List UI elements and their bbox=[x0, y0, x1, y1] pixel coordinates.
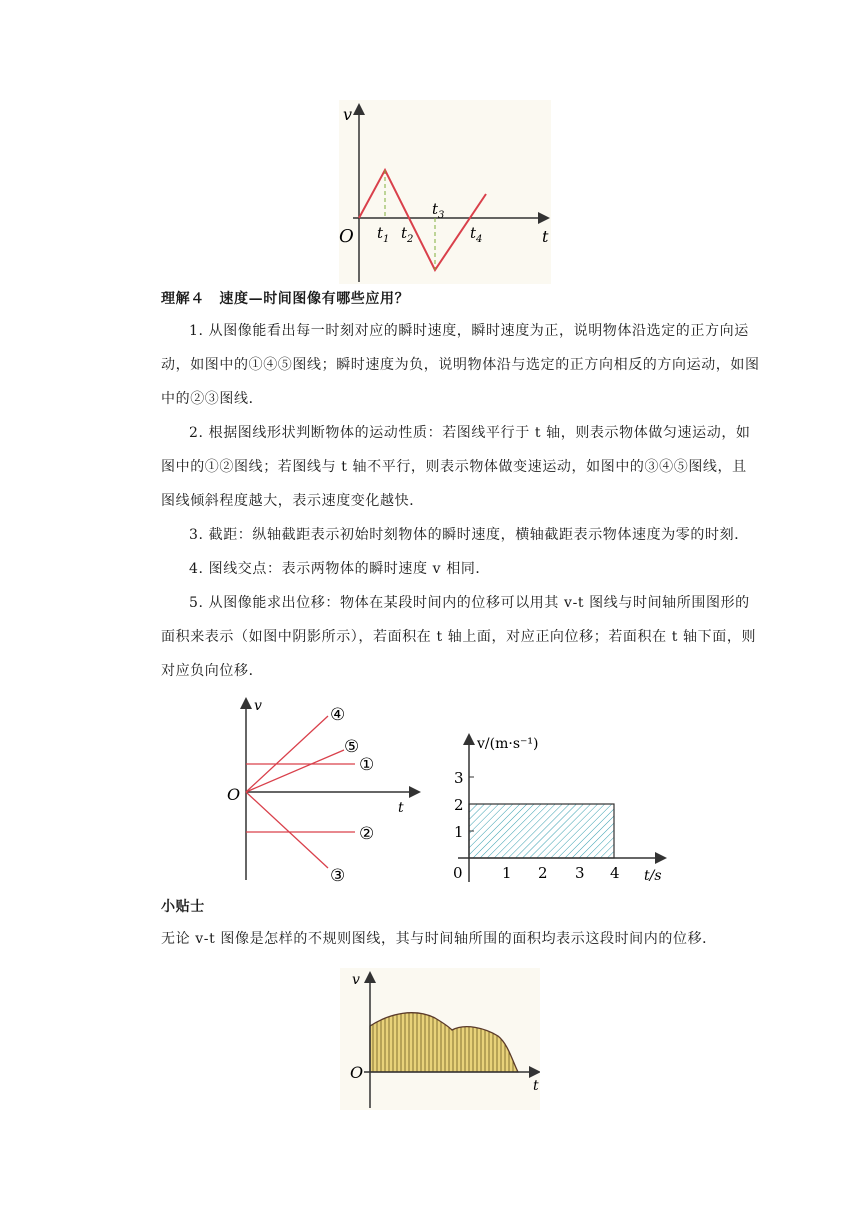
t1-label: $t_1$ bbox=[377, 224, 390, 245]
v-label: v bbox=[254, 698, 262, 714]
label-5: ⑤ bbox=[344, 737, 360, 757]
figure4-svg bbox=[340, 968, 540, 1110]
line-4 bbox=[246, 716, 328, 792]
y-tick-label-1: 1 bbox=[454, 823, 464, 841]
t-label: t bbox=[398, 800, 404, 816]
label-4: ④ bbox=[330, 705, 346, 725]
x-label: t/s bbox=[644, 868, 662, 884]
paragraph-4: 4. 图线交点：表示两物体的瞬时速度 v 相同． bbox=[189, 561, 491, 577]
paragraph-3: 3. 截距：纵轴截距表示初始时刻物体的瞬时速度，横轴截距表示物体速度为零的时刻． bbox=[189, 527, 749, 543]
paragraphs bbox=[161, 314, 761, 688]
origin-label: O bbox=[227, 785, 241, 804]
tip-title: 小贴士 bbox=[161, 899, 205, 915]
displacement-area bbox=[370, 1013, 518, 1072]
velocity-line bbox=[359, 170, 486, 270]
label-3: ③ bbox=[330, 866, 346, 884]
y-tick-label-3: 3 bbox=[454, 769, 464, 787]
t-label: t bbox=[533, 1078, 539, 1094]
t4-label: $t_4$ bbox=[470, 224, 483, 245]
figure2-svg bbox=[222, 694, 422, 884]
t2-label: $t_2$ bbox=[401, 224, 414, 245]
y-tick-label-2: 2 bbox=[454, 796, 464, 814]
figure-vt-lines bbox=[222, 694, 422, 884]
v-label: v bbox=[343, 105, 353, 124]
line-3 bbox=[246, 792, 328, 868]
figure3-svg bbox=[440, 728, 676, 886]
paragraph-5: 5. 从图像能求出位移：物体在某段时间内的位移可以用其 v-t 图线与时间轴所围图形的面积来表示（如图中阴影所示），若面积在 t 轴上面，对应正向位移；若面积在 t 轴下面，则对应负向位移． bbox=[161, 595, 757, 679]
t3-label: $t_3$ bbox=[432, 200, 445, 221]
origin-label: O bbox=[350, 1063, 364, 1082]
v-label: v bbox=[352, 972, 360, 988]
label-1: ① bbox=[359, 755, 375, 775]
displacement-area bbox=[469, 804, 614, 858]
origin-label: O bbox=[339, 226, 354, 247]
figure1-svg bbox=[339, 100, 551, 284]
label-2: ② bbox=[359, 824, 375, 844]
y-label: v/(m·s⁻¹) bbox=[477, 736, 539, 752]
t-label: t bbox=[542, 227, 549, 246]
origin-label: 0 bbox=[453, 864, 463, 882]
figure-vt-triangle bbox=[339, 100, 551, 284]
x-tick-label-2: 2 bbox=[538, 864, 548, 882]
figure-vt-irregular bbox=[340, 968, 540, 1110]
paragraph-1: 1. 从图像能看出每一时刻对应的瞬时速度，瞬时速度为正，说明物体沿选定的正方向运动，如图中的①④⑤图线；瞬时速度为负，说明物体沿与选定的正方向相反的方向运动，如图中的②③图线． bbox=[161, 323, 760, 407]
tip-body: 无论 v-t 图像是怎样的不规则图线，其与时间轴所围的面积均表示这段时间内的位移． bbox=[161, 931, 717, 947]
x-tick-label-3: 3 bbox=[575, 864, 585, 882]
section-heading: 理解４ 速度—时间图像有哪些应用？ bbox=[161, 291, 410, 307]
paragraph-2: 2. 根据图线形状判断物体的运动性质：若图线平行于 t 轴，则表示物体做匀速运动，如图中的①②图线；若图线与 t 轴不平行，则表示物体做变速运动，如图中的③④⑤图线，且图线倾斜程度越大，表示速度变化越快． bbox=[161, 425, 751, 509]
figure-vt-rectangle bbox=[440, 728, 676, 886]
x-tick-label-4: 4 bbox=[610, 864, 620, 882]
line-5 bbox=[246, 750, 344, 792]
x-tick-label-1: 1 bbox=[502, 864, 512, 882]
